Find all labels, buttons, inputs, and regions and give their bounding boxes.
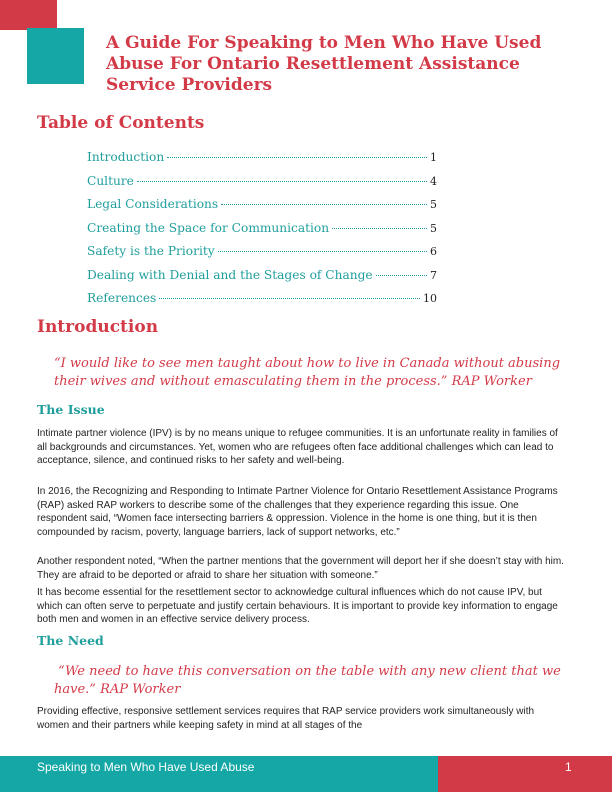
toc-leader-dots <box>159 298 420 299</box>
document-title: A Guide For Speaking to Men Who Have Used Abuse For Ontario Resettlement Assistance Service Providers <box>106 33 542 95</box>
pull-quote: “I would like to see men taught about how to live in Canada without abusing their wives and without emasculating them in the process.” RAP Worker <box>54 356 561 389</box>
body-paragraph: It has become essential for the resettlement sector to acknowledge cultural influences which do not cause IPV, but which can often serve to perpetuate and justify certain behaviours. It is important to provide key information to engage both men and women in an effective service delivery process. <box>37 587 558 625</box>
toc-item-page: 5 <box>430 198 437 211</box>
toc-item-page: 7 <box>430 268 437 282</box>
toc-item-safety-priority[interactable] <box>87 244 437 268</box>
toc-leader-dots <box>218 251 427 252</box>
toc-item-label: References <box>87 291 157 305</box>
toc-item-culture[interactable] <box>87 174 437 198</box>
corner-teal-block <box>27 28 84 84</box>
toc-item-label: Culture <box>87 173 134 188</box>
issue-heading: The Issue <box>37 402 105 417</box>
need-heading: The Need <box>37 633 104 648</box>
body-paragraph: In 2016, the Recognizing and Responding to Intimate Partner Violence for Ontario Resettlement Assistance Programs (RAP) asked RAP workers to describe some of the challenges that they experience regarding this issue. One respondent said, “Women face intersecting barriers & oppression. Violence in the home is one thing, but it is then compounded by racism, poverty, language barriers, lack of support networks, etc.” <box>37 486 558 538</box>
toc-item-page: 6 <box>430 245 437 258</box>
table-of-contents <box>87 150 437 315</box>
footer-title: Speaking to Men Who Have Used Abuse <box>37 760 255 774</box>
toc-item-page: 1 <box>430 151 437 164</box>
toc-item-legal-considerations[interactable] <box>87 197 437 221</box>
toc-item-label: Introduction <box>87 150 165 164</box>
toc-item-label: Legal Considerations <box>87 197 219 211</box>
toc-heading: Table of Contents <box>37 113 205 133</box>
toc-item-references[interactable] <box>87 291 437 315</box>
page-number: 1 <box>565 760 572 774</box>
toc-item-label: Dealing with Denial and the Stages of Change <box>87 267 373 282</box>
toc-item-label: Safety is the Priority <box>87 244 215 258</box>
toc-item-dealing-with-denial[interactable] <box>87 268 437 292</box>
body-paragraph: Providing effective, responsive settlement services requires that RAP service providers work simultaneously with women and their partners while keeping safety in mind at all stages of the <box>37 706 535 731</box>
pull-quote: “We need to have this conversation on the table with any new client that we have.” RAP Worker <box>54 664 561 697</box>
body-paragraph: Intimate partner violence (IPV) is by no means unique to refugee communities. It is an unfortunate reality in families of all backgrounds and circumstances. Yet, women who are refugees often face additional challenges which can lead to acceptance, silence, and continued risks to her safety and well-being. <box>37 428 558 466</box>
toc-item-page: 5 <box>430 221 437 235</box>
introduction-heading: Introduction <box>37 317 159 337</box>
corner-red-block <box>0 0 57 30</box>
toc-leader-dots <box>221 204 427 205</box>
toc-item-page: 4 <box>430 174 437 188</box>
toc-leader-dots <box>376 275 427 276</box>
toc-item-label: Creating the Space for Communication <box>87 220 330 235</box>
toc-leader-dots <box>167 157 427 158</box>
toc-item-introduction[interactable] <box>87 150 437 174</box>
toc-item-page: 10 <box>423 292 437 305</box>
toc-leader-dots <box>332 228 427 229</box>
footer-bar-red <box>438 756 612 792</box>
toc-leader-dots <box>137 181 427 182</box>
body-paragraph: Another respondent noted, “When the partner mentions that the government will deport her if she doesn’t stay with him. They are afraid to be deported or afraid to share her situation with someone.” <box>37 556 564 581</box>
toc-item-creating-space[interactable] <box>87 221 437 245</box>
